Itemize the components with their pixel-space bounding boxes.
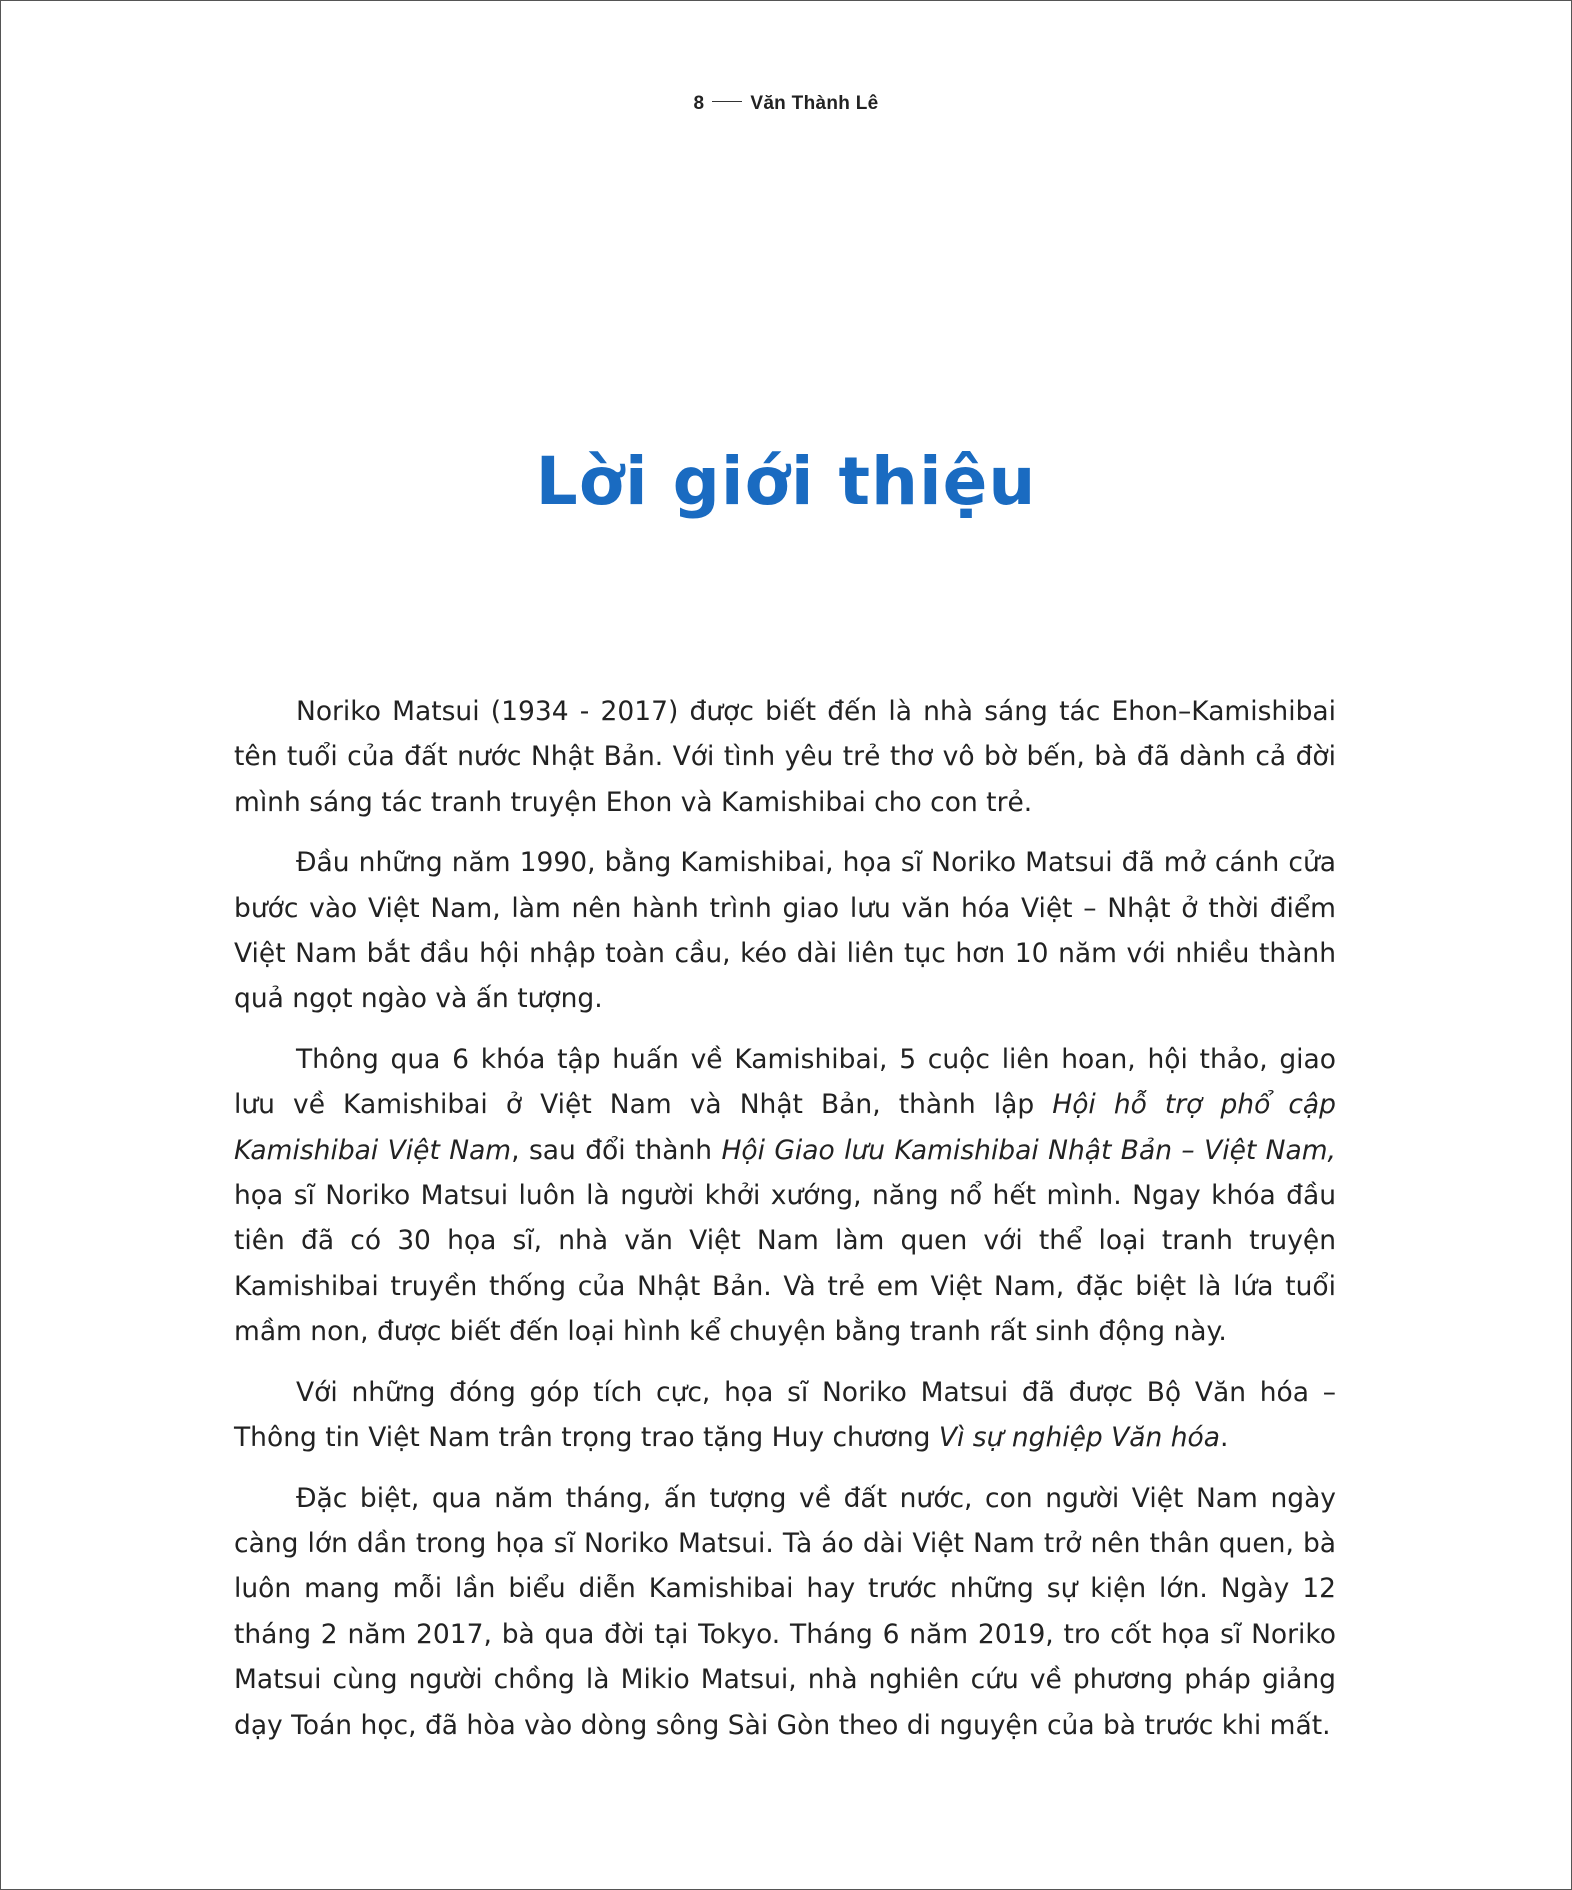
header-author: Văn Thành Lê [750, 93, 879, 114]
body-text [234, 689, 1336, 1763]
header-dash [712, 101, 742, 102]
running-header [1, 93, 1571, 115]
paragraph-3-text-b: , sau đổi thành [511, 1134, 722, 1166]
paragraph-2-text: Đầu những năm 1990, bằng Kamishibai, họa sĩ Noriko Matsui đã mở cánh cửa bước vào Việt Nam, làm nên hành trình giao lưu văn hóa Việt – Nhật ở thời điểm Việt Nam bắt đầu hội nhập toàn cầu, kéo dài liên tục hơn 10 năm với nhiều thành quả ngọt ngào và ấn tượng. [234, 847, 1336, 1015]
paragraph-4 [234, 1370, 1336, 1461]
page-number: 8 [693, 93, 705, 114]
paragraph-4-text-a: Với những đóng góp tích cực, họa sĩ Noriko Matsui đã được Bộ Văn hóa – Thông tin Việt Nam trân trọng trao tặng Huy chương [234, 1376, 1336, 1454]
paragraph-5-text: Đặc biệt, qua năm tháng, ấn tượng về đất nước, con người Việt Nam ngày càng lớn dần trong họa sĩ Noriko Matsui. Tà áo dài Việt Nam trở nên thân quen, bà luôn mang mỗi lần biểu diễn Kamishibai hay trước những sự kiện lớn. Ngày 12 tháng 2 năm 2017, bà qua đời tại Tokyo. Tháng 6 năm 2019, tro cốt họa sĩ Noriko Matsui cùng người chồng là Mikio Matsui, nhà nghiên cứu về phương pháp giảng dạy Toán học, đã hòa vào dòng sông Sài Gòn theo di nguyện của bà trước khi mất. [234, 1482, 1336, 1741]
paragraph-2 [234, 840, 1336, 1022]
paragraph-3-italic-a: Hội hỗ trợ phổ cập Kamishibai Việt Nam [234, 1089, 1336, 1166]
page-title: Lời giới thiệu [535, 443, 1037, 520]
paragraph-3 [234, 1037, 1336, 1355]
paragraph-3-text-a: Thông qua 6 khóa tập huấn về Kamishibai, 5 cuộc liên hoan, hội thảo, giao lưu về Kamishibai ở Việt Nam và Nhật Bản, thành lập [234, 1043, 1336, 1121]
paragraph-5 [234, 1476, 1336, 1748]
paragraph-4-text-b: . [1220, 1422, 1229, 1454]
paragraph-3-italic-b: Hội Giao lưu Kamishibai Nhật Bản – Việt Nam, [721, 1134, 1336, 1166]
paragraph-3-text-c: họa sĩ Noriko Matsui luôn là người khởi xướng, năng nổ hết mình. Ngay khóa đầu tiên đã có 30 họa sĩ, nhà văn Việt Nam làm quen với thể loại tranh truyện Kamishibai truyền thống của Nhật Bản. Và trẻ em Việt Nam, đặc biệt là lứa tuổi mầm non, được biết đến loại hình kể chuyện bằng tranh rất sinh động này. [234, 1180, 1336, 1348]
paragraph-1-text: Noriko Matsui (1934 - 2017) được biết đến là nhà sáng tác Ehon–Kamishibai tên tuổi của đất nước Nhật Bản. Với tình yêu trẻ thơ vô bờ bến, bà đã dành cả đời mình sáng tác tranh truyện Ehon và Kamishibai cho con trẻ. [234, 696, 1336, 818]
paragraph-4-italic: Vì sự nghiệp Văn hóa [938, 1422, 1220, 1454]
paragraph-1 [234, 689, 1336, 825]
